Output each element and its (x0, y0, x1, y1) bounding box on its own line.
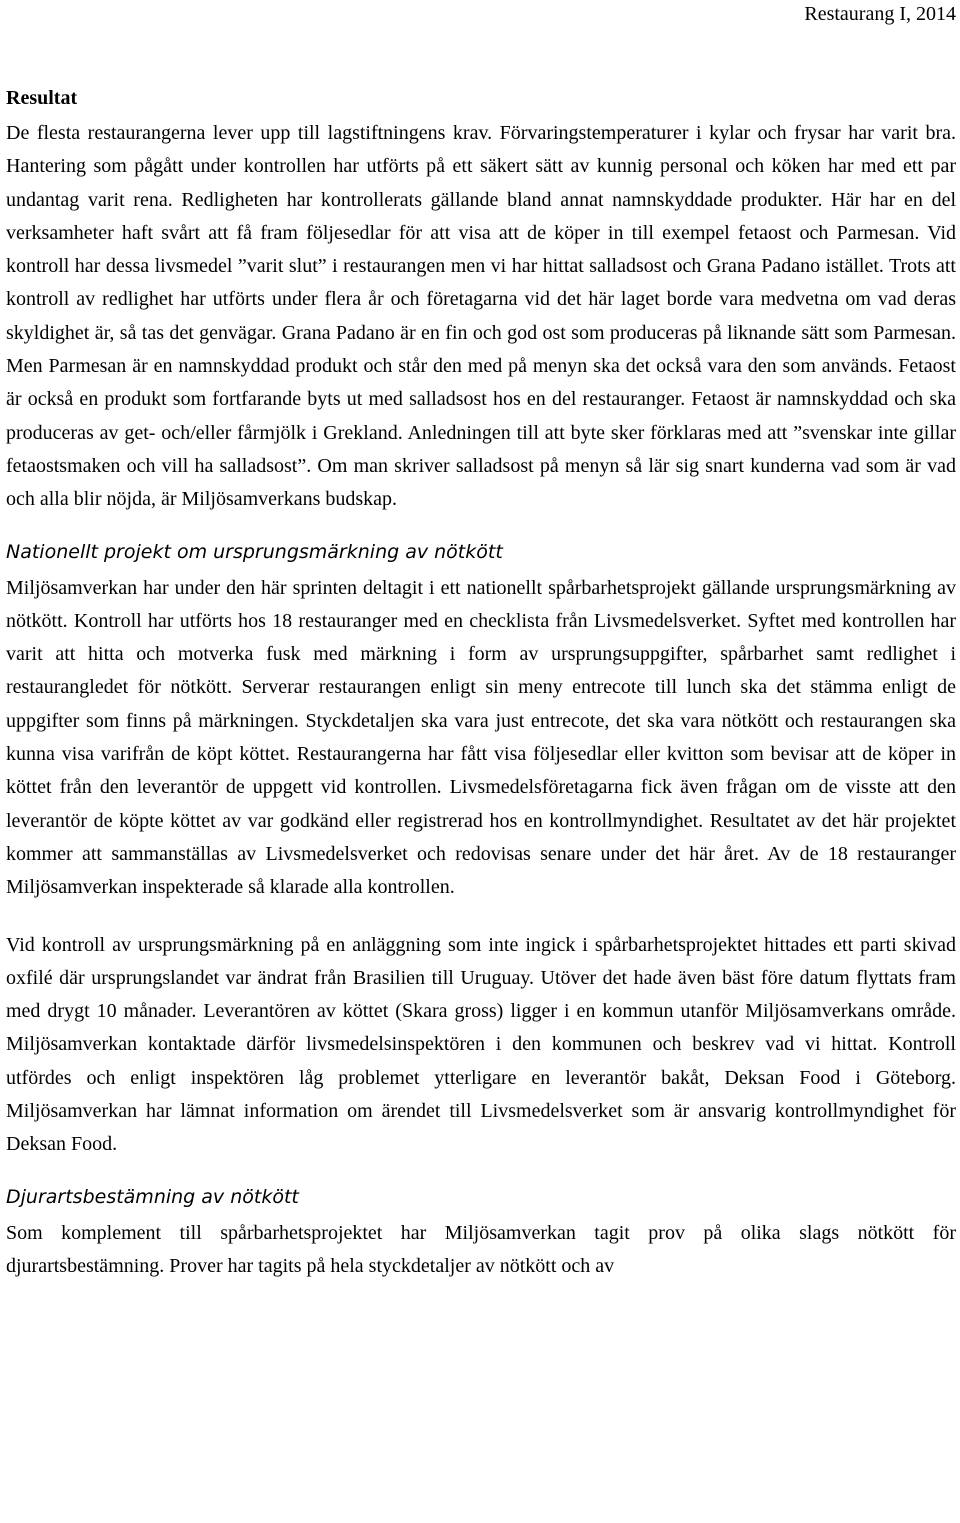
paragraph-species-determination: Som komplement till spårbarhetsprojektet har Miljösamverkan tagit prov på olika slags nötkött för djurartsbestämning. Prover har tagits på hela styckdetaljer av nötkött och av (6, 1221, 956, 1277)
running-header: Restaurang I, 2014 (804, 3, 956, 25)
section-heading-species-determination: Djurartsbestämning av nötkött (6, 1185, 299, 1208)
document-body (6, 86, 956, 1283)
spacer (6, 517, 956, 540)
paragraph-result: De flesta restaurangerna lever upp till lagstiftningens krav. Förvaringstemperaturer i kylar och frysar har varit bra. Hantering som pågått under kontrollen har utförts på ett säkert sätt av kunnig personal och köken har med ett par undantag varit rena. Redligheten har kontrollerats gällande bland annat namnskyddade produkter. Här har en del verksamheter haft svårt att få fram följesedlar för att visa att de köper in till exempel fetaost och Parmesan. Vid kontroll har dessa livsmedel ”varit slut” i restaurangen men vi har hittat salladsost och Grana Padano istället. Trots att kontroll av redlighet har utförts under flera år och företagarna vid det här laget borde vara medvetna om vad deras skyldighet är, så tas det genvägar. Grana Padano är en fin och god ost som produceras på liknande sätt som Parmesan. Men Parmesan är en namnskyddad produkt och står den med på menyn ska det också vara den som används. Fetaost är också en produkt som fortfarande byts ut med salladsost hos en del restauranger. Fetaost är namnskyddad och ska produceras av get- och/eller fårmjölk i Grekland. Anledningen till att byte sker förklaras med att ”svenskar inte gillar fetaostsmaken och vill ha salladsost”. Om man skriver salladsost på menyn så lär sig snart kunderna vad som är vad och alla blir nöjda, är Miljösamverkans budskap. (6, 122, 956, 511)
spacer (6, 1162, 956, 1185)
spacer (6, 905, 956, 929)
paragraph-national-project-2: Vid kontroll av ursprungsmärkning på en anläggning som inte ingick i spårbarhetsprojektet hittades ett parti skivad oxfilé där ursprungslandet var ändrat från Brasilien till Uruguay. Utöver det hade även bäst före datum flyttats fram med drygt 10 månader. Leverantören av köttet (Skara gross) ligger i en kommun utanför Miljösamverkans område. Miljösamverkan kontaktade därför livsmedelsinspektören i den kommunen och beskrev vad vi hittat. Kontroll utfördes och enligt inspektören låg problemet ytterligare en leverantör bakåt, Deksan Food i Göteborg. Miljösamverkan har lämnat information om ärendet till Livsmedelsverket som är ansvarig kontrollmyndighet för Deksan Food. (6, 933, 956, 1156)
paragraph-national-project-1: Miljösamverkan har under den här sprinten deltagit i ett nationellt spårbarhetsprojekt gällande ursprungsmärkning av nötkött. Kontroll har utförts hos 18 restauranger med en checklista från Livsmedelsverket. Syftet med kontrollen har varit att hitta och motverka fusk med märkning i form av ursprungsuppgifter, spårbarhet samt redlighet i restaurangledet för nötkött. Serverar restaurangen enligt sin meny entrecote till lunch ska det stämma enligt de uppgifter som finns på märkningen. Styckdetaljen ska vara just entrecote, det ska vara nötkött och restaurangen ska kunna visa varifrån de köpt köttet. Restaurangerna har fått visa följesedlar eller kvitton som bevisar att de köper in köttet från den leverantör de uppgett vid kontrollen. Livsmedelsföretagarna fick även frågan om de visste att den leverantör de köpte köttet av var godkänd eller registrerad hos en kontrollmyndighet. Resultatet av det här projektet kommer att sammanställas av Livsmedelsverket och redovisas senare under det här året. Av de 18 restauranger Miljösamverkan inspekterade så klarade alla kontrollen. (6, 576, 956, 899)
section-heading-result: Resultat (6, 87, 78, 109)
section-heading-national-project: Nationellt projekt om ursprungsmärkning av nötkött (6, 540, 503, 563)
